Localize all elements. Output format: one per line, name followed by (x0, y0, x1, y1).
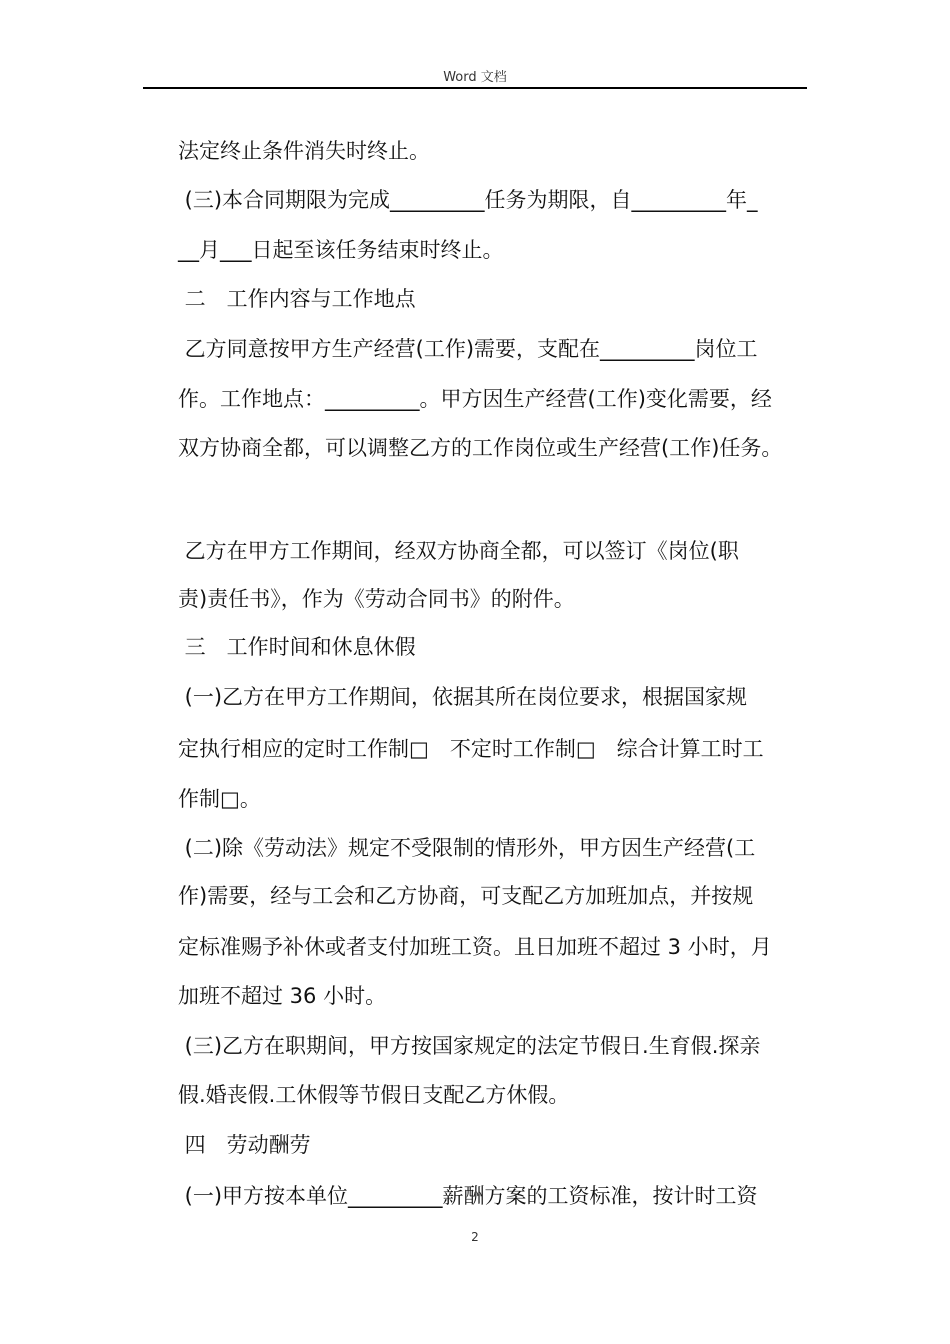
section-heading: 四 劳动酬劳 (178, 1133, 311, 1157)
text-line: 双方协商全都，可以调整乙方的工作岗位或生产经营(工作)任务。 (178, 436, 783, 460)
text-line: 假.婚丧假.工休假等节假日支配乙方休假。 (178, 1083, 570, 1107)
text-line: 定执行相应的定时工作制□ 不定时工作制□ 综合计算工时工 (178, 737, 764, 761)
text-line: 作)需要，经与工会和乙方协商，可支配乙方加班加点，并按规 (178, 884, 754, 908)
text-line: (二)除《劳动法》规定不受限制的情形外，甲方因生产经营(工 (178, 836, 756, 860)
text-line: 加班不超过 36 小时。 (178, 984, 387, 1008)
text-line: (三)乙方在职期间，甲方按国家规定的法定节假日.生育假.探亲 (178, 1034, 761, 1058)
text-line: (三)本合同期限为完成_________任务为期限，自_________年_ (178, 188, 758, 212)
text-line: 责)责任书》，作为《劳动合同书》的附件。 (178, 587, 575, 611)
page-number: 2 (471, 1230, 479, 1244)
section-heading: 三 工作时间和休息休假 (178, 635, 416, 659)
section-heading: 二 工作内容与工作地点 (178, 287, 416, 311)
page-header: Word 文档 (443, 70, 507, 85)
text-line: (一)乙方在甲方工作期间，依据其所在岗位要求，根据国家规 (178, 685, 748, 709)
text-line: 法定终止条件消失时终止。 (178, 139, 430, 163)
text-line: 作。工作地点：_________。甲方因生产经营(工作)变化需要，经 (178, 387, 772, 411)
text-line: 乙方同意按甲方生产经营(工作)需要，支配在_________岗位工 (178, 337, 758, 361)
text-line: (一)甲方按本单位_________薪酬方案的工资标准，按计时工资 (178, 1184, 758, 1208)
header-rule (143, 87, 807, 89)
text-line: __月___日起至该任务结束时终止。 (178, 238, 504, 262)
text-line: 定标准赐予补休或者支付加班工资。且日加班不超过 3 小时，月 (178, 935, 772, 959)
text-line: 乙方在甲方工作期间，经双方协商全都，可以签订《岗位(职 (178, 539, 739, 563)
text-line: 作制□。 (178, 787, 261, 811)
